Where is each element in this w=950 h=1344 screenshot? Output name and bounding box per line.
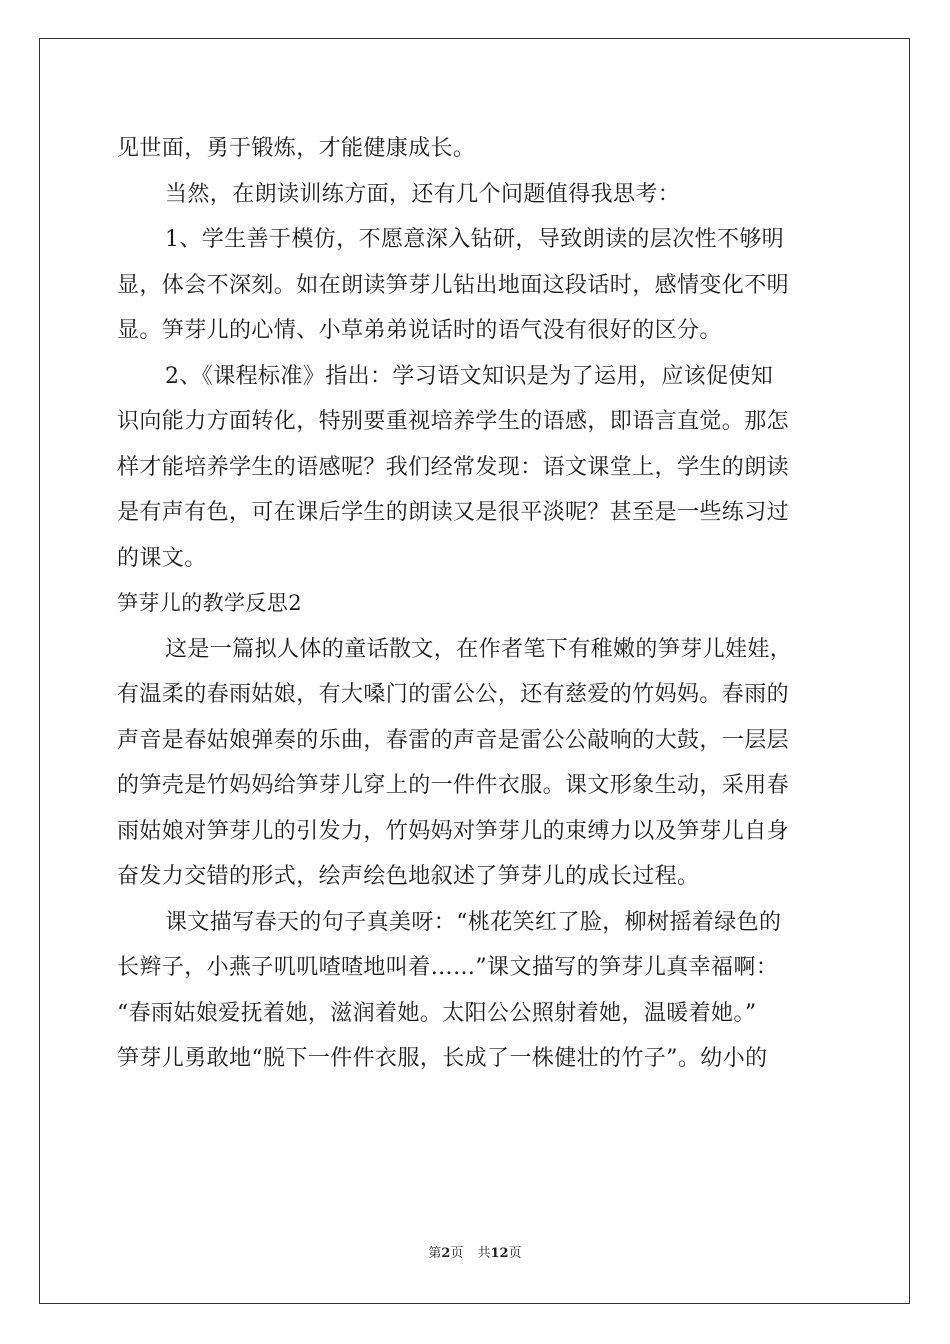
text-line: 显。笋芽儿的心情、小草弟弟说话时的语气没有很好的区分。 [117,318,722,343]
text-line: 样才能培养学生的语感呢？我们经常发现：语文课堂上，学生的朗读 [117,454,790,480]
text-line: 雨姑娘对笋芽儿的引发力，竹妈妈对笋芽儿的束缚力以及笋芽儿自身 [117,818,790,844]
text-line: “春雨姑娘爱抚着她，滋润着她。太阳公公照射着她，温暖着她。” [117,1000,757,1026]
text-line: 课文描写春天的句子真美呀：“桃花笑红了脸，柳树摇着绿色的 [165,909,782,935]
text-line: 有温柔的春雨姑娘，有大嗓门的雷公公，还有慈爱的竹妈妈。春雨的 [117,682,790,707]
text-line: 是有声有色，可在课后学生的朗读又是很平淡呢？甚至是一些练习过 [117,500,790,525]
text-line: 1、学生善于模仿，不愿意深入钻研，导致朗读的层次性不够明 [165,227,785,252]
section-heading: 笋芽儿的教学反思2 [117,591,302,615]
page-total: 12 [490,1246,509,1261]
text-line: 的课文。 [117,545,207,571]
page-current: 2 [441,1246,451,1261]
total-prefix: 共 [477,1246,491,1261]
page-prefix: 第 [428,1246,442,1261]
text-line: 长辫子，小燕子叽叽喳喳地叫着……”课文描写的笋芽儿真幸福啊： [117,955,779,980]
page-suffix: 页 [450,1246,464,1261]
text-line: 这是一篇拟人体的童话散文，在作者笔下有稚嫩的笋芽儿娃娃， [165,636,793,662]
text-line: 当然，在朗读训练方面，还有几个问题值得我思考： [165,181,681,207]
text-line: 奋发力交错的形式，绘声绘色地叙述了笋芽儿的成长过程。 [117,864,700,889]
document-body [117,126,833,1082]
text-line: 识向能力方面转化，特别要重视培养学生的语感，即语言直觉。那怎 [117,409,790,434]
text-line: 见世面，勇于锻炼，才能健康成长。 [117,136,476,161]
text-line: 的笋壳是竹妈妈给笋芽儿穿上的一件件衣服。课文形象生动，采用春 [117,773,790,798]
text-line: 2、《课程标准》指出：学习语文知识是为了运用，应该促使知 [165,363,774,389]
text-line: 声音是春姑娘弹奏的乐曲，春雷的声音是雷公公敲响的大鼓，一层层 [117,727,790,753]
text-line: 笋芽儿勇敢地“脱下一件件衣服，长成了一株健壮的竹子”。幼小的 [117,1046,768,1071]
text-line: 显，体会不深刻。如在朗读笋芽儿钻出地面这段话时，感情变化不明 [117,272,790,298]
total-suffix: 页 [508,1246,522,1261]
page-footer [0,1244,950,1264]
